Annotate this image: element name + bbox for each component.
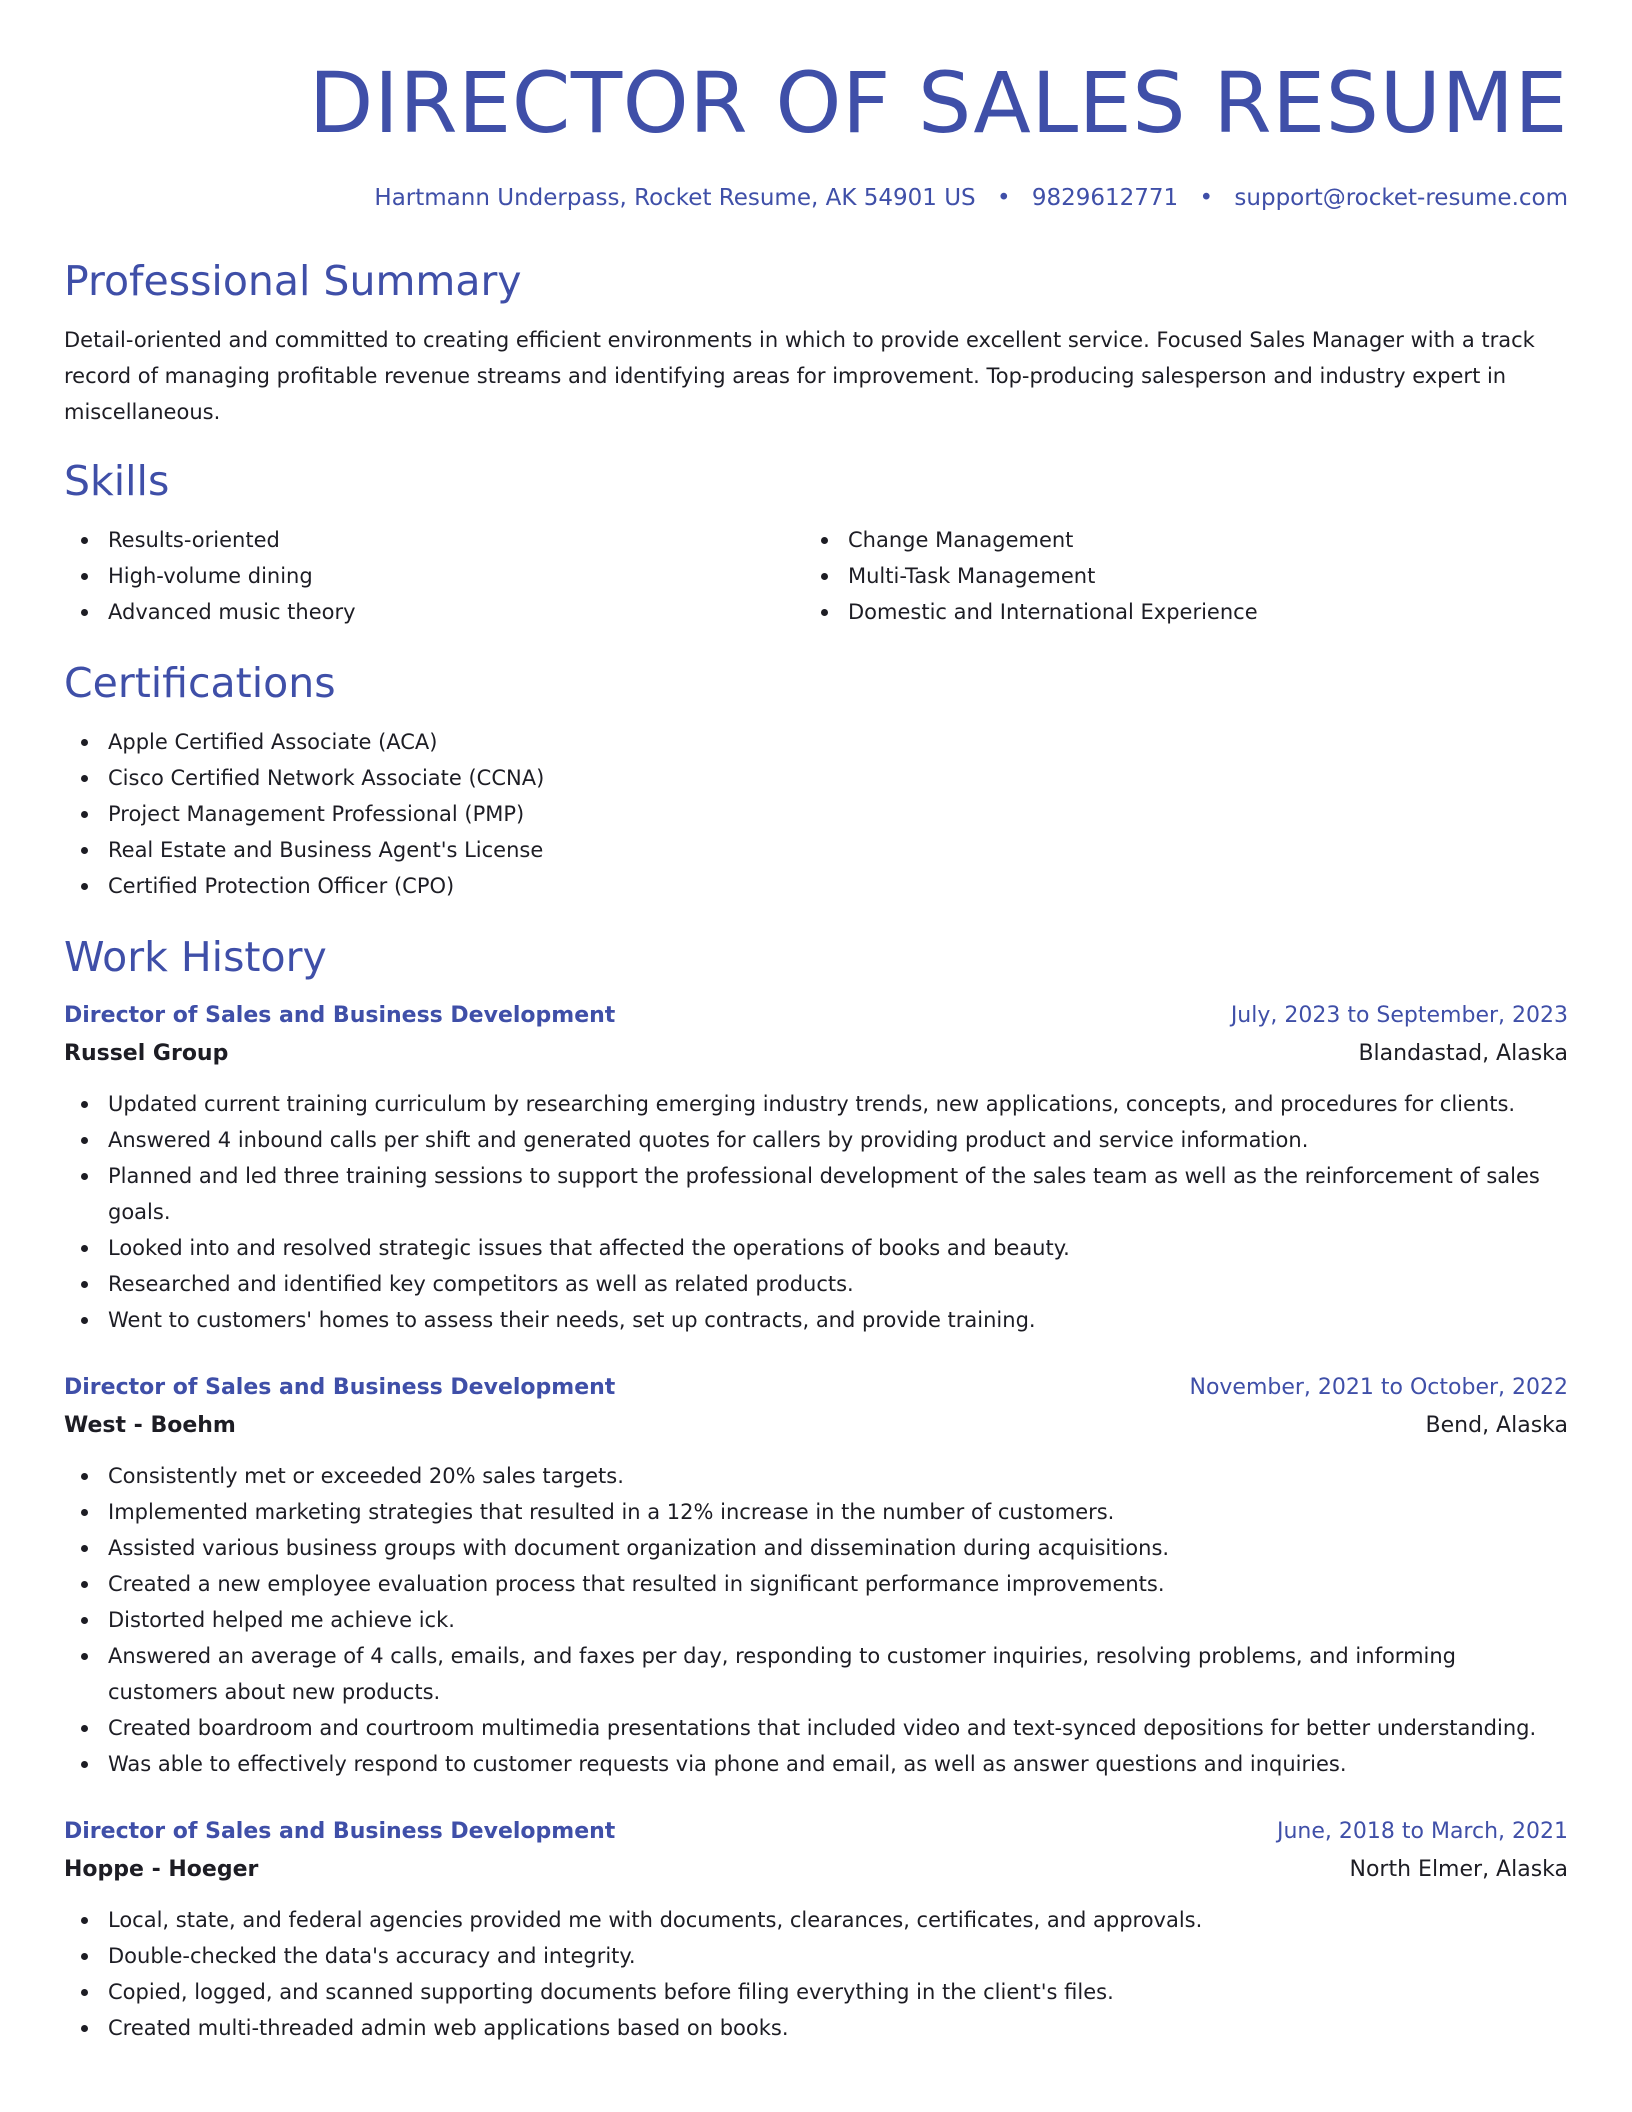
work-history-section [64,932,1568,2046]
job-bullet: Answered 4 inbound calls per shift and generated quotes for callers by providing product and service information. [64,1122,1568,1158]
job-company: Russel Group [64,1041,229,1066]
skill-item: Domestic and International Experience [804,594,1544,630]
job-bullet: Copied, logged, and scanned supporting documents before filing everything in the client's files. [64,1974,1568,2010]
summary-text: Detail-oriented and committed to creating efficient environments in which to provide excellent service. Focused Sales Manager with a track record of managing profitable revenue streams and identifying areas for improvement. Top-producing salesperson and industry expert in miscellaneous. [64,328,1535,424]
job-bullet: Created a new employee evaluation process that resulted in significant performance improvements. [64,1566,1568,1602]
contact-phone: 9829612771 [1031,185,1179,211]
resume-title: DIRECTOR OF SALES RESUME [308,54,1568,152]
job-bullet: Updated current training curriculum by researching emerging industry trends, new applications, concepts, and procedures for clients. [64,1086,1568,1122]
job-bullet: Consistently met or exceeded 20% sales targets. [64,1458,1568,1494]
job-bullet: Local, state, and federal agencies provided me with documents, clearances, certificates, and approvals. [64,1902,1568,1938]
contact-email[interactable]: support@rocket-resume.com [1234,185,1568,211]
job-dates: November, 2021 to October, 2022 [1189,1375,1568,1400]
job-location: North Elmer, Alaska [1349,1857,1568,1882]
job-bullet: Looked into and resolved strategic issues that affected the operations of books and beauty. [64,1230,1568,1266]
job-company-row [64,1034,1568,1074]
job-dates: June, 2018 to March, 2021 [1277,1819,1568,1844]
job-entry [64,1814,1568,2046]
job-entry [64,998,1568,1338]
skills-section [64,456,1568,630]
job-role: Director of Sales and Business Development [64,1819,616,1844]
job-bullet: Created multi-threaded admin web applications based on books. [64,2010,1568,2046]
job-bullets [64,1458,1568,1782]
job-bullets [64,1086,1568,1338]
job-bullet: Went to customers' homes to assess their needs, set up contracts, and provide training. [64,1302,1568,1338]
job-company: West - Boehm [64,1413,236,1438]
certification-item: Certified Protection Officer (CPO) [64,868,1568,904]
skills-list-right [804,522,1544,630]
job-entry [64,1370,1568,1782]
job-bullet: Implemented marketing strategies that resulted in a 12% increase in the number of customers. [64,1494,1568,1530]
job-dates: July, 2023 to September, 2023 [1230,1003,1568,1028]
job-title-row [64,998,1568,1034]
skill-item: Results-oriented [64,522,804,558]
certification-item: Project Management Professional (PMP) [64,796,1568,832]
skills-list-left [64,522,804,630]
job-bullets [64,1902,1568,2046]
certification-item: Real Estate and Business Agent's License [64,832,1568,868]
work-history-heading: Work History [64,933,327,981]
job-company-row [64,1850,1568,1890]
certifications-heading: Certifications [64,659,336,707]
job-role: Director of Sales and Business Development [64,1375,616,1400]
skill-item: Change Management [804,522,1544,558]
job-title-row [64,1814,1568,1850]
certification-item: Apple Certified Associate (ACA) [64,724,1568,760]
job-bullet: Distorted helped me achieve ick. [64,1602,1568,1638]
job-bullet: Planned and led three training sessions to support the professional development of the sales team as well as the reinforcement of sales goals. [64,1158,1568,1230]
resume-header [64,48,1568,214]
job-location: Bend, Alaska [1425,1413,1568,1438]
job-bullet: Was able to effectively respond to customer requests via phone and email, as well as answer questions and inquiries. [64,1746,1568,1782]
skill-item: Multi-Task Management [804,558,1544,594]
job-role: Director of Sales and Business Development [64,1003,616,1028]
contact-line [64,182,1568,214]
certification-item: Cisco Certified Network Associate (CCNA) [64,760,1568,796]
skill-item: Advanced music theory [64,594,804,630]
job-bullet: Double-checked the data's accuracy and integrity. [64,1938,1568,1974]
summary-section [64,256,1568,430]
contact-address: Hartmann Underpass, Rocket Resume, AK 54901 US [374,185,976,211]
job-bullet: Answered an average of 4 calls, emails, and faxes per day, responding to customer inquiries, resolving problems, and informing customers about new products. [64,1638,1568,1710]
skills-heading: Skills [64,457,170,505]
certifications-section [64,658,1568,904]
job-location: Blandastad, Alaska [1358,1041,1568,1066]
skill-item: High-volume dining [64,558,804,594]
summary-heading: Professional Summary [64,257,522,305]
job-bullet: Researched and identified key competitors as well as related products. [64,1266,1568,1302]
contact-separator: • [996,185,1011,211]
job-bullet: Assisted various business groups with document organization and dissemination during acquisitions. [64,1530,1568,1566]
job-bullet: Created boardroom and courtroom multimedia presentations that included video and text-synced depositions for better understanding. [64,1710,1568,1746]
job-company-row [64,1406,1568,1446]
skills-grid [64,522,1568,630]
contact-separator: • [1199,185,1214,211]
job-company: Hoppe - Hoeger [64,1857,259,1882]
job-title-row [64,1370,1568,1406]
certifications-list [64,724,1568,904]
